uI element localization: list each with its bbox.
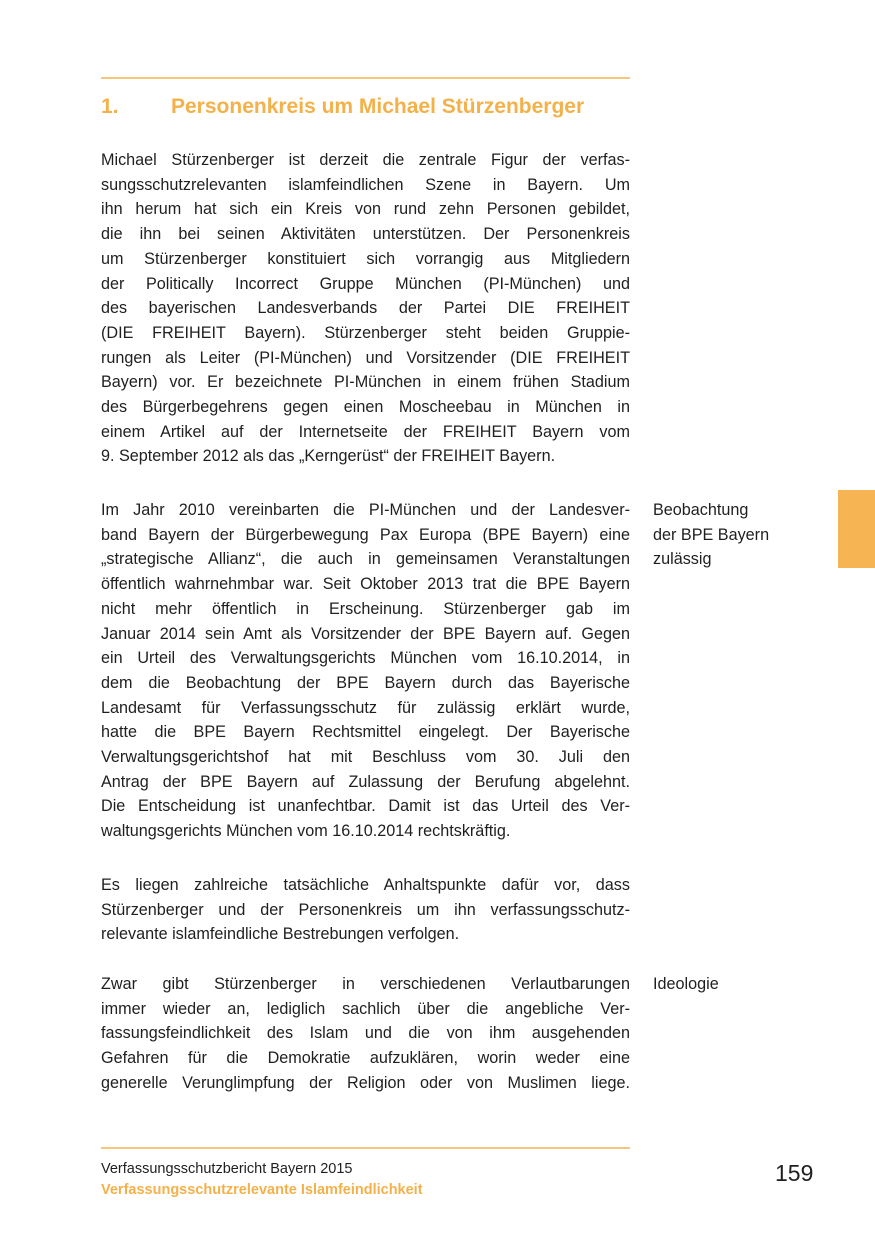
text-line: immer wieder an, lediglich sachlich über die angebliche Ver- [101, 999, 630, 1018]
text-line: nicht mehr öffentlich in Erscheinung. Stürzenberger gab im [101, 599, 630, 618]
margin-note-ideologie: Ideologie [653, 975, 719, 993]
text-line: um Stürzenberger konstituiert sich vorrangig aus Mitgliedern [101, 249, 630, 268]
top-divider [101, 77, 630, 79]
text-line: Bayern) vor. Er bezeichnete PI-München in einem frühen Stadium [101, 373, 630, 392]
text-line: Stürzenberger und der Personenkreis um ihn verfassungsschutz- [101, 900, 630, 919]
section-title: Personenkreis um Michael Stürzenberger [171, 95, 585, 118]
text-line: Die Entscheidung ist unanfechtbar. Damit ist das Urteil des Ver- [101, 797, 630, 816]
text-line: (DIE FREIHEIT Bayern). Stürzenberger steht beiden Gruppie- [101, 323, 630, 342]
page-number: 159 [775, 1160, 814, 1186]
text-line: generelle Verunglimpfung der Religion oder von Muslimen liege. [101, 1073, 630, 1092]
paragraph-1 [101, 148, 630, 469]
chapter-tab-marker [838, 490, 875, 568]
text-line: der Politically Incorrect Gruppe München (PI-München) und [101, 274, 630, 293]
text-line: relevante islamfeindliche Bestrebungen verfolgen. [101, 925, 460, 944]
text-line: Landesamt für Verfassungsschutz für zulässig erklärt wurde, [101, 698, 630, 717]
paragraph-3 [101, 873, 630, 947]
margin-note-bpe: Beobachtung der BPE Bayern zulässig [653, 501, 770, 569]
paragraph-2 [101, 498, 630, 844]
text-line: Januar 2014 sein Amt als Vorsitzender der BPE Bayern auf. Gegen [101, 624, 630, 643]
text-line: Gefahren für die Demokratie aufzuklären, worin weder eine [101, 1049, 630, 1068]
text-line: Zwar gibt Stürzenberger in verschiedenen Verlautbarungen [101, 975, 630, 993]
text-line: Antrag der BPE Bayern auf Zulassung der Berufung abgelehnt. [101, 772, 630, 791]
text-line: des bayerischen Landesverbands der Partei DIE FREIHEIT [101, 299, 630, 318]
text-line: hatte die BPE Bayern Rechtsmittel eingelegt. Der Bayerische [101, 723, 630, 742]
text-line: ein Urteil des Verwaltungsgerichts München vom 16.10.2014, in [101, 649, 630, 668]
text-line: fassungsfeindlichkeit des Islam und die von ihm ausgehenden [101, 1024, 630, 1043]
text-line: „strategische Allianz“, die auch in gemeinsamen Veranstaltungen [101, 550, 630, 569]
paragraph-4 [101, 972, 630, 1096]
bottom-divider [101, 1147, 630, 1149]
text-line: Es liegen zahlreiche tatsächliche Anhaltspunkte dafür vor, dass [101, 876, 630, 894]
text-line: rungen als Leiter (PI-München) und Vorsitzender (DIE FREIHEIT [101, 348, 630, 367]
text-line: dem die Beobachtung der BPE Bayern durch das Bayerische [101, 673, 630, 692]
text-line: band Bayern der Bürgerbewegung Pax Europa (BPE Bayern) eine [101, 525, 630, 544]
text-line: Im Jahr 2010 vereinbarten die PI-München und der Landesver- [101, 501, 630, 519]
text-line: waltungsgerichts München vom 16.10.2014 rechtskräftig. [101, 822, 511, 841]
text-line: die ihn bei seinen Aktivitäten unterstützen. Der Personenkreis [101, 225, 630, 244]
text-line: 9. September 2012 als das „Kerngerüst“ der FREIHEIT Bayern. [101, 447, 556, 466]
text-line: Michael Stürzenberger ist derzeit die zentrale Figur der verfas- [101, 151, 630, 169]
section-number: 1. [101, 95, 119, 118]
text-line: ihn herum hat sich ein Kreis von rund zehn Personen gebildet, [101, 200, 630, 219]
text-line: Verwaltungsgerichtshof hat mit Beschluss vom 30. Juli den [101, 748, 630, 767]
text-line: öffentlich wahrnehmbar war. Seit Oktober 2013 trat die BPE Bayern [101, 575, 630, 594]
text-line: einem Artikel auf der Internetseite der FREIHEIT Bayern vom [101, 422, 630, 441]
section-heading [101, 95, 641, 119]
text-line: des Bürgerbegehrens gegen einen Moscheebau in München in [101, 398, 630, 417]
footer-section-title: Verfassungsschutzrelevante Islamfeindlichkeit [101, 1182, 423, 1198]
footer-report-title: Verfassungsschutzbericht Bayern 2015 [101, 1161, 353, 1177]
text-line: sungsschutzrelevanten islamfeindlichen Szene in Bayern. Um [101, 175, 630, 194]
